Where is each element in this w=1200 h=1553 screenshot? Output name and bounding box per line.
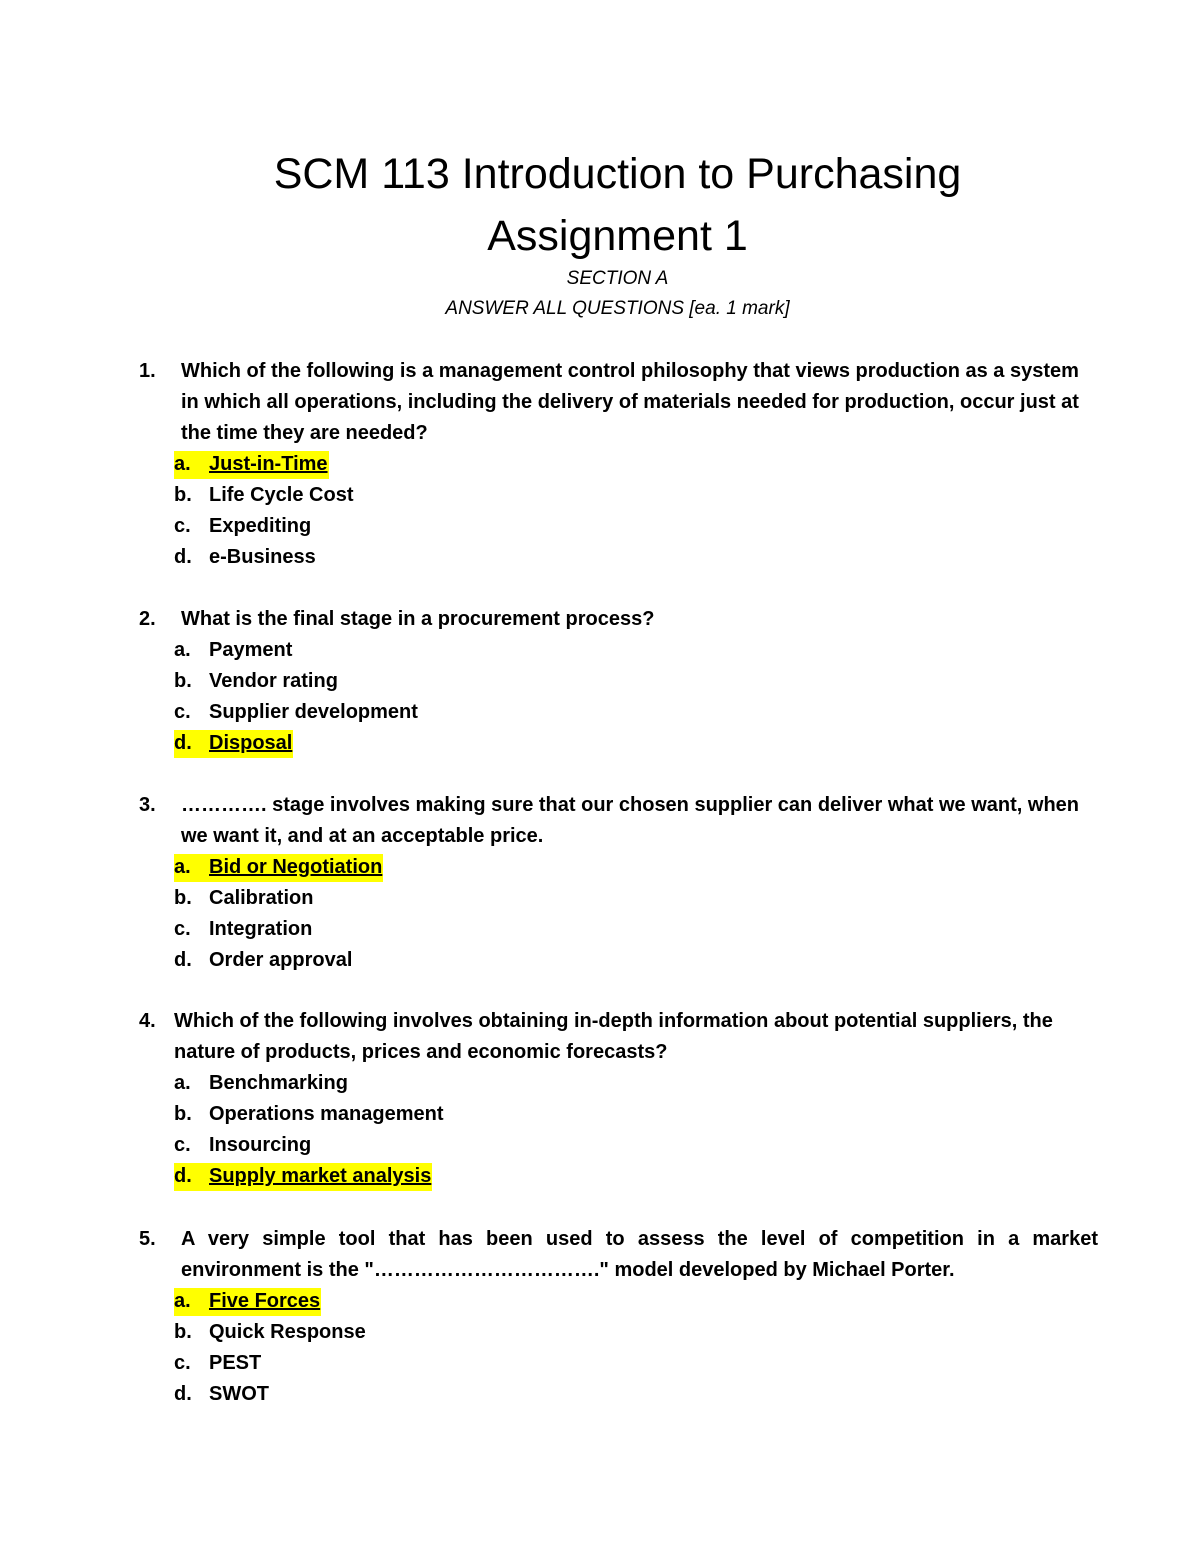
option-label: PEST	[209, 1352, 262, 1374]
question-number: 5.	[139, 1228, 156, 1250]
question-text: …………. stage involves making sure that our chosen supplier can deliver what we want, when we want it, and at an acceptable price.	[181, 794, 1079, 847]
option-a	[0, 635, 1200, 666]
option-label: Calibration	[209, 887, 314, 909]
option-list	[0, 1286, 1200, 1410]
option-letter: d.	[174, 1383, 192, 1405]
option-c	[0, 1130, 1200, 1161]
option-d	[0, 542, 1200, 573]
option-letter: a.	[174, 639, 191, 661]
option-letter: d.	[174, 1165, 192, 1187]
option-c	[0, 914, 1200, 945]
option-label: Expediting	[209, 515, 312, 537]
option-label: Quick Response	[209, 1321, 366, 1343]
option-c	[0, 697, 1200, 728]
option-label: Just-in-Time	[209, 453, 328, 475]
option-letter: c.	[174, 1134, 191, 1156]
option-letter: b.	[174, 1321, 192, 1343]
option-letter: b.	[174, 484, 192, 506]
option-a	[0, 852, 1200, 883]
option-list	[0, 635, 1200, 759]
section-heading: SECTION A	[566, 268, 669, 289]
option-label: Order approval	[209, 949, 353, 971]
option-c	[0, 1348, 1200, 1379]
option-label: Bid or Negotiation	[209, 856, 383, 878]
question-text: Which of the following is a management control philosophy that views production as a system in which all operations, including the delivery of materials needed for production, occur just at the time they are needed?	[181, 360, 1079, 444]
option-letter: d.	[174, 546, 192, 568]
option-a	[0, 1286, 1200, 1317]
option-list	[0, 1068, 1200, 1192]
option-letter: d.	[174, 949, 192, 971]
option-c	[0, 511, 1200, 542]
option-letter: c.	[174, 918, 191, 940]
question-3	[0, 790, 1200, 976]
option-letter: a.	[174, 453, 191, 475]
option-letter: c.	[174, 515, 191, 537]
option-letter: b.	[174, 887, 192, 909]
option-b	[0, 666, 1200, 697]
option-letter: b.	[174, 670, 192, 692]
option-label: e-Business	[209, 546, 316, 568]
option-b	[0, 883, 1200, 914]
option-letter: a.	[174, 856, 191, 878]
option-label: Integration	[209, 918, 313, 940]
option-letter: d.	[174, 732, 192, 754]
question-text: A very simple tool that has been used to assess the level of competition in a market environment is the "……………………………." model developed by Michael Porter.	[181, 1228, 1098, 1281]
assignment-title: Assignment 1	[487, 212, 748, 260]
option-label: Benchmarking	[209, 1072, 348, 1094]
question-5	[0, 1224, 1200, 1410]
instructions: ANSWER ALL QUESTIONS [ea. 1 mark]	[445, 298, 790, 319]
option-letter: a.	[174, 1290, 191, 1312]
question-number: 3.	[139, 794, 156, 816]
question-text: What is the final stage in a procurement process?	[181, 608, 655, 630]
option-label: Payment	[209, 639, 293, 661]
question-1	[0, 356, 1200, 573]
option-label: Vendor rating	[209, 670, 338, 692]
option-label: Five Forces	[209, 1290, 321, 1312]
option-label: SWOT	[209, 1383, 269, 1405]
question-4	[0, 1006, 1200, 1192]
option-d	[0, 1379, 1200, 1410]
option-list	[0, 449, 1200, 573]
question-2	[0, 604, 1200, 759]
option-letter: b.	[174, 1103, 192, 1125]
option-letter: a.	[174, 1072, 191, 1094]
question-number: 1.	[139, 360, 156, 382]
option-label: Supplier development	[209, 701, 418, 723]
option-b	[0, 480, 1200, 511]
option-d	[0, 1161, 1200, 1192]
option-letter: c.	[174, 701, 191, 723]
option-label: Operations management	[209, 1103, 444, 1125]
question-number: 4.	[139, 1010, 156, 1032]
option-label: Disposal	[209, 732, 293, 754]
option-list	[0, 852, 1200, 976]
option-b	[0, 1317, 1200, 1348]
document-title: SCM 113 Introduction to Purchasing	[273, 150, 962, 198]
option-d	[0, 728, 1200, 759]
question-text: Which of the following involves obtaining in-depth information about potential suppliers, the nature of products, prices and economic forecasts?	[174, 1010, 1053, 1063]
option-label: Supply market analysis	[209, 1165, 432, 1187]
question-number: 2.	[139, 608, 156, 630]
option-a	[0, 1068, 1200, 1099]
option-label: Insourcing	[209, 1134, 312, 1156]
option-d	[0, 945, 1200, 976]
option-letter: c.	[174, 1352, 191, 1374]
option-b	[0, 1099, 1200, 1130]
option-a	[0, 449, 1200, 480]
option-label: Life Cycle Cost	[209, 484, 354, 506]
